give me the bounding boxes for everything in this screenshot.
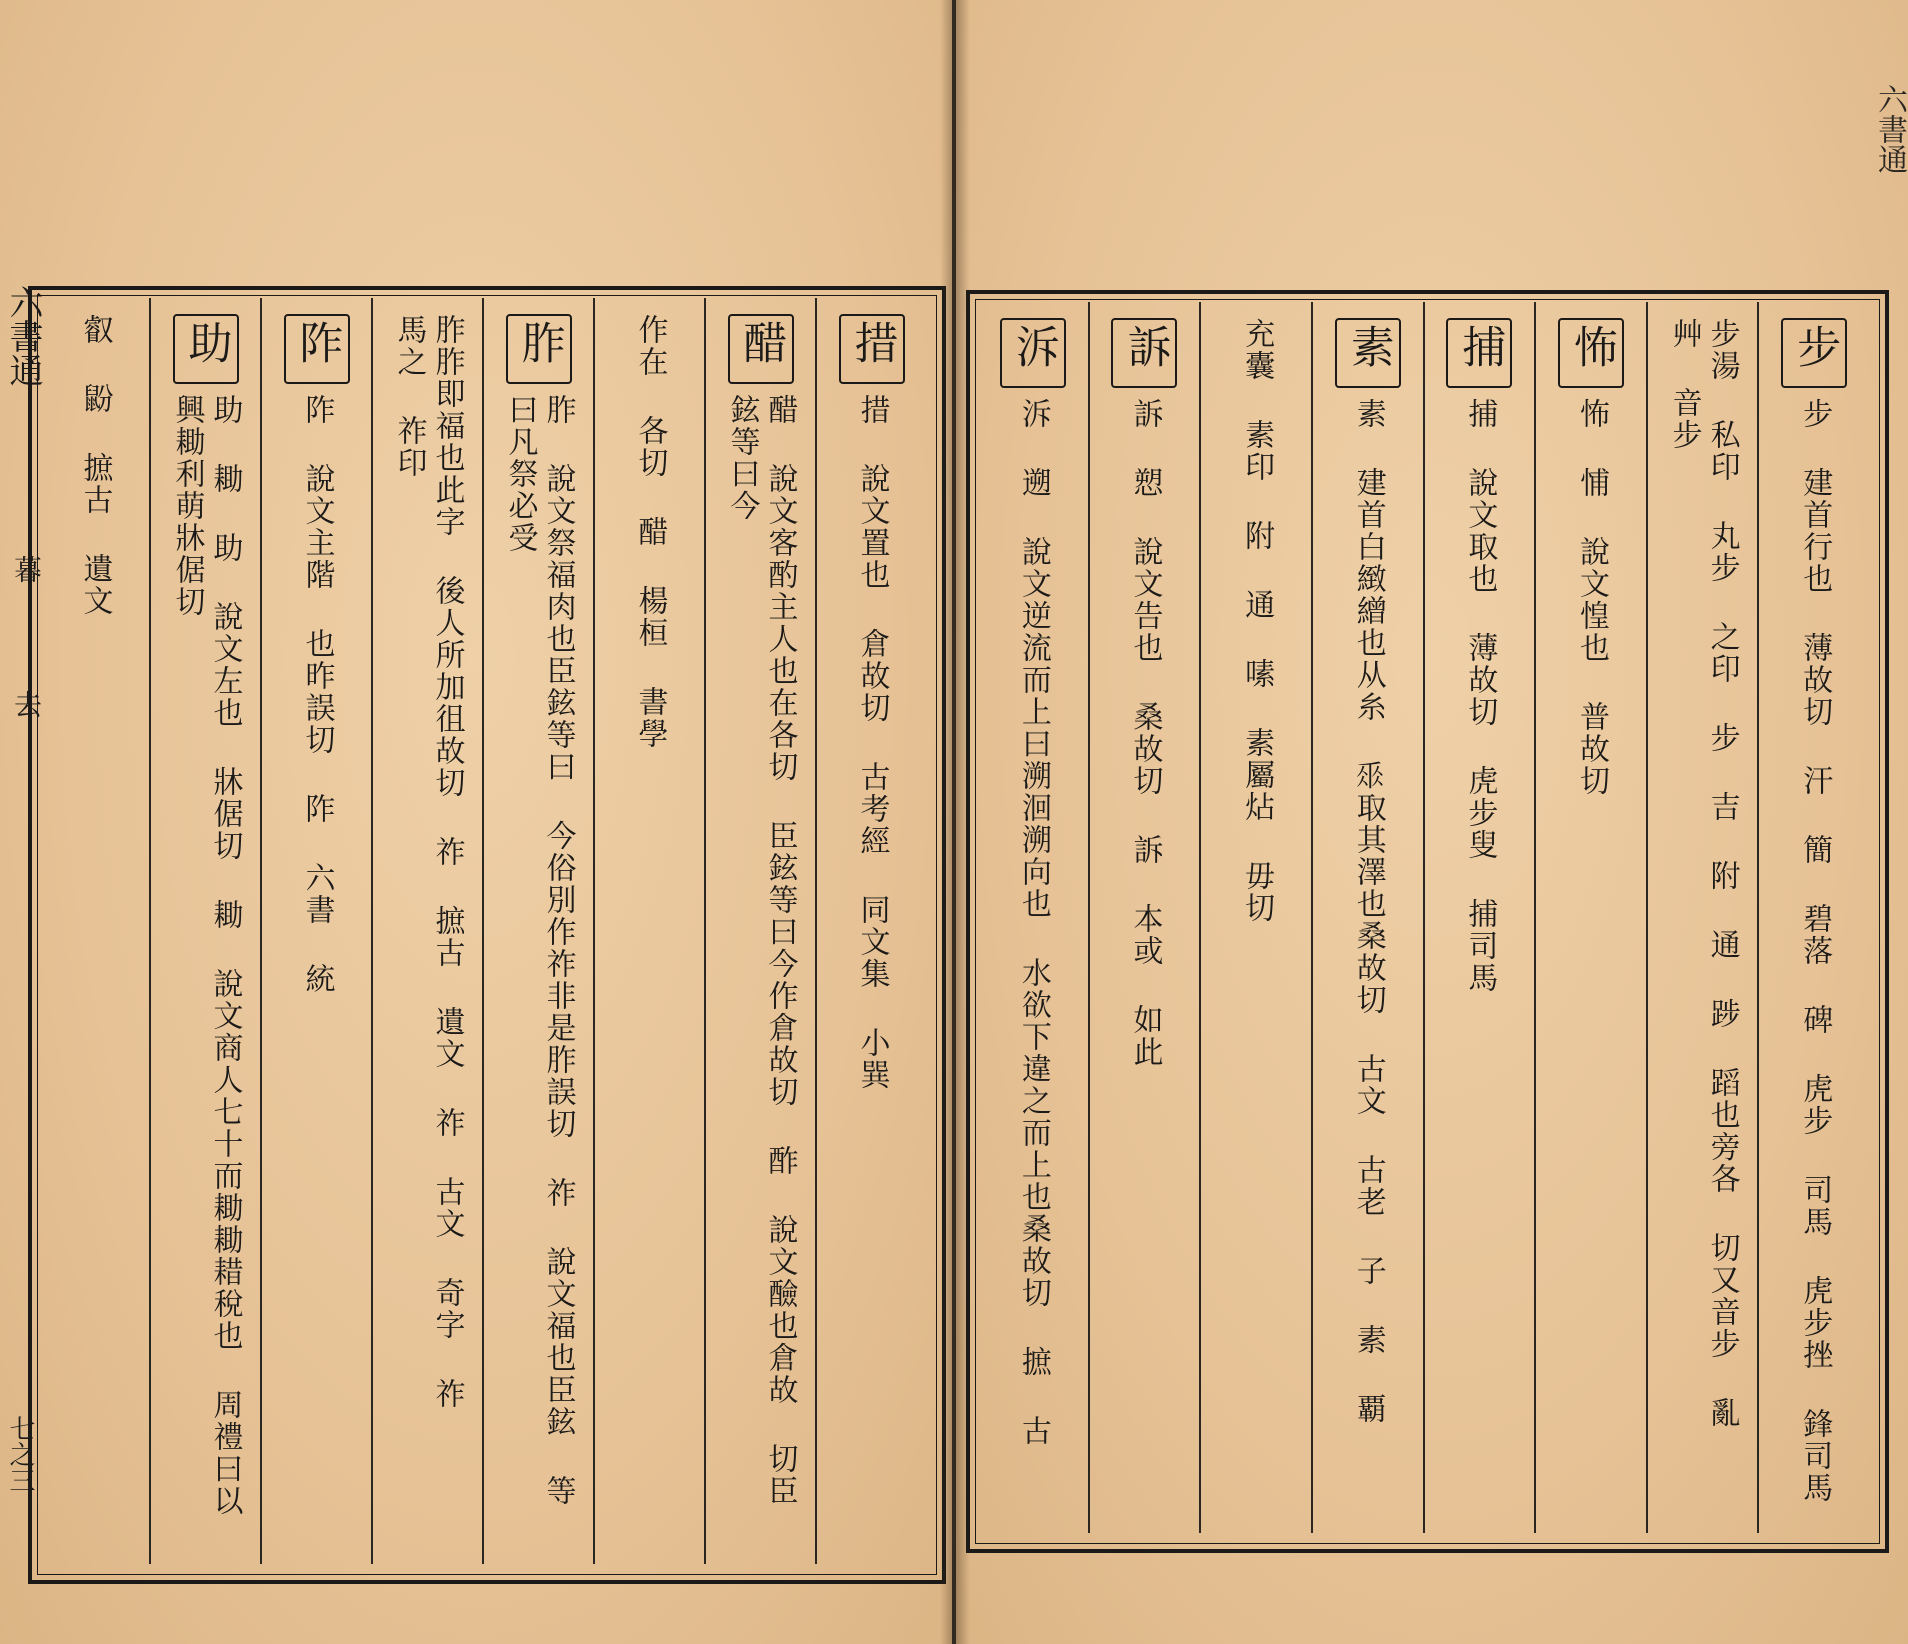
entry-head: 捕 xyxy=(1446,318,1512,388)
entry-head: 助 xyxy=(173,314,239,384)
left-page xyxy=(0,0,952,1644)
left-column-8 xyxy=(40,298,149,1564)
right-column-4 xyxy=(1423,302,1535,1533)
left-column-1 xyxy=(815,298,926,1564)
entry-body: 醋 說文客酌主人也在各切 臣鉉等曰今作倉故切 酢 說文醶也倉故 切臣鉉等曰今 xyxy=(724,394,798,1507)
entry-head: 措 xyxy=(839,314,905,384)
entry-body: 泝 遡 說文逆流而上曰溯洄溯向也 水欲下違之而上也桑故切 摭 古 xyxy=(1015,398,1051,1447)
right-column-5 xyxy=(1311,302,1423,1533)
entry-body: 步 建首行也 薄故切 汗 簡 碧落 碑 虎步 司馬 虎步挫 鋒司馬 xyxy=(1797,398,1833,1504)
left-columns xyxy=(40,298,926,1564)
entry-body: 訴 愬 說文告也 桑故切 訴 本或 如此 xyxy=(1127,398,1163,1068)
entry-body: 捕 說文取也 薄故切 虎步叟 捕司馬 xyxy=(1462,398,1498,994)
entry-body: 怖 悑 說文惶也 普故切 xyxy=(1573,398,1609,797)
right-margin-title: 六書通 xyxy=(1872,84,1907,174)
entry-body: 胙胙即福也此字 後人所加徂故切 祚 摭古 遺文 祚 古文 奇字 祚 馬之 祚印 xyxy=(391,314,465,1410)
right-page xyxy=(956,0,1908,1644)
entry-head: 阼 xyxy=(284,314,350,384)
entry-body: 措 說文置也 倉故切 古考經 同文集 小巽 xyxy=(854,394,890,1091)
entry-head: 素 xyxy=(1335,318,1401,388)
entry-body: 叡 鼢 摭古 遺文 xyxy=(77,314,113,617)
right-columns xyxy=(978,302,1869,1533)
left-column-7 xyxy=(149,298,260,1564)
entry-body: 助 耡 助 說文左也 牀倨切 耡 說文商人七十而耡耡耤稅也 周禮曰以興耡利萌牀倨切 xyxy=(169,394,243,1517)
entry-head: 訴 xyxy=(1111,318,1177,388)
left-margin-sub-2: 去 xyxy=(10,690,43,718)
left-column-3 xyxy=(593,298,704,1564)
left-column-4 xyxy=(482,298,593,1564)
left-margin-title: 六書通 xyxy=(3,285,43,387)
left-column-2 xyxy=(704,298,815,1564)
entry-head: 步 xyxy=(1781,318,1847,388)
right-column-6 xyxy=(1199,302,1311,1533)
entry-head: 醋 xyxy=(728,314,794,384)
entry-head: 怖 xyxy=(1558,318,1624,388)
left-folio-number: 七之三 xyxy=(5,1415,35,1493)
right-column-1 xyxy=(1757,302,1869,1533)
left-column-5 xyxy=(371,298,482,1564)
entry-body: 素 建首白緻繒也从糸 𠂹取其澤也桑故切 古文 古老 子 素 覇 xyxy=(1350,398,1386,1425)
book-gutter xyxy=(940,0,970,1644)
entry-body: 作在 各切 醋 楊桓 書學 xyxy=(632,314,668,750)
entry-body: 充囊 素印 附 通 嗉 素屬炶 毋切 xyxy=(1239,318,1275,924)
right-column-2 xyxy=(1646,302,1758,1533)
right-column-8 xyxy=(978,302,1088,1533)
left-column-6 xyxy=(260,298,371,1564)
entry-body: 阼 說文主階 也昨誤切 阼 六書 統 xyxy=(299,394,335,995)
entry-head: 胙 xyxy=(506,314,572,384)
entry-body: 胙 說文祭福肉也臣鉉等曰 今俗別作祚非是胙誤切 祚 說文福也臣鉉 等曰凡祭必受 xyxy=(502,394,576,1507)
entry-head: 泝 xyxy=(1000,318,1066,388)
right-column-7 xyxy=(1088,302,1200,1533)
left-margin-sub-1: 暮 xyxy=(10,555,43,583)
entry-body: 步湯 私印 丸步 之印 步 吉 附 通 踄 蹈也旁各 切又音步 亂艸 音步 xyxy=(1666,318,1740,1429)
right-column-3 xyxy=(1534,302,1646,1533)
